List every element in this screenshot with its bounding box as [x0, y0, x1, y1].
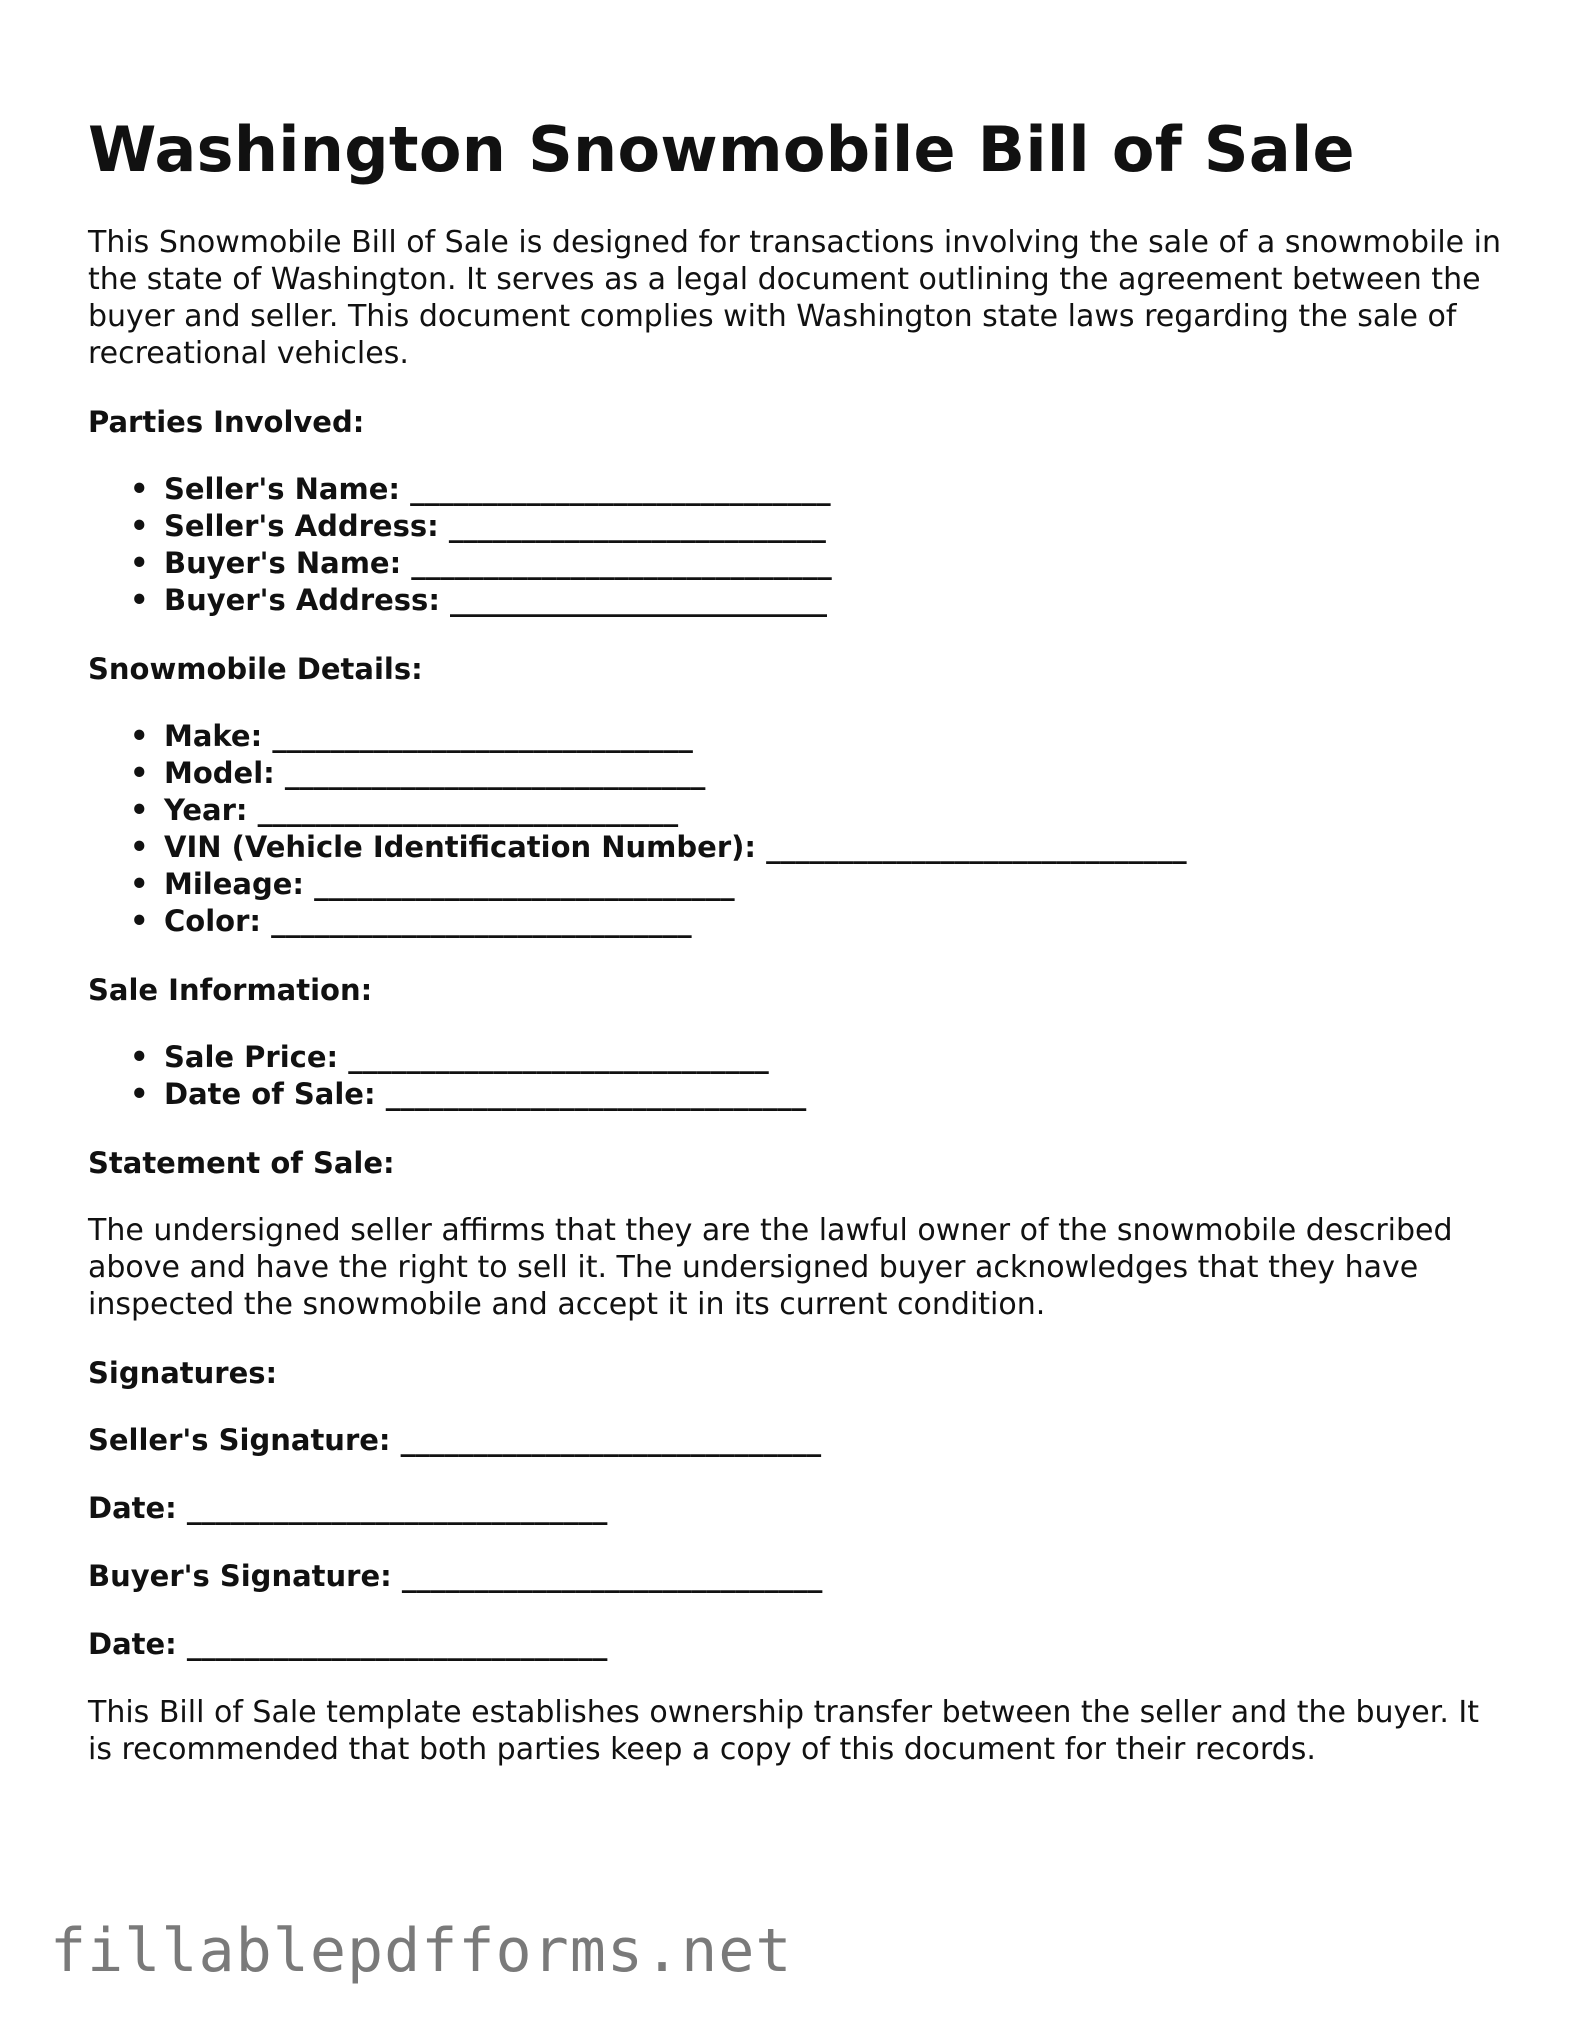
field-label: Year:: [164, 793, 248, 827]
buyer-signature-field[interactable]: [88, 1558, 1508, 1594]
details-heading: Snowmobile Details:: [88, 652, 423, 686]
document-title: Washington Snowmobile Bill of Sale: [88, 113, 1355, 186]
blank-line: _____________________________: [401, 1559, 823, 1593]
blank-line: _____________________________: [272, 719, 693, 753]
field-label: Seller's Signature:: [88, 1423, 391, 1457]
bullet: •: [130, 830, 149, 864]
blank-line: _____________________________: [284, 756, 706, 790]
vin-field[interactable]: [130, 829, 1508, 866]
bullet: •: [130, 1040, 149, 1074]
seller-address-field[interactable]: [130, 508, 1508, 545]
sale-price-field[interactable]: [130, 1039, 1508, 1076]
color-field[interactable]: [130, 903, 1508, 940]
field-label: Model:: [164, 756, 275, 790]
blank-line: _____________________________: [766, 830, 1187, 864]
statement-heading: Statement of Sale:: [88, 1146, 395, 1180]
field-label: Buyer's Name:: [164, 546, 402, 580]
buyer-name-field[interactable]: [130, 545, 1508, 582]
sale-list: [88, 1039, 1508, 1113]
buyer-address-field[interactable]: [130, 582, 1508, 619]
bullet: •: [130, 1077, 149, 1111]
blank-line: _____________________________: [400, 1423, 822, 1457]
statement-paragraph: The undersigned seller affirms that they are the lawful owner of the snowmobile described above and have the right to sell it. The undersigned buyer acknowledges that they have inspected the snowmobile and accept it in its current condition.: [88, 1213, 1453, 1322]
intro-paragraph: This Snowmobile Bill of Sale is designed for transactions involving the sale of a snowmobile in the state of Washington. It serves as a legal document outlining the agreement between the buyer and seller. This document complies with Washington state laws regarding the sale of recreational vehicles.: [88, 225, 1502, 371]
buyer-date-field[interactable]: [88, 1626, 1508, 1662]
seller-name-field[interactable]: [130, 471, 1508, 508]
blank-line: __________________________: [448, 509, 826, 543]
field-label: Date:: [88, 1627, 177, 1661]
model-field[interactable]: [130, 755, 1508, 792]
blank-line: _____________________________: [271, 904, 692, 938]
field-label: Buyer's Signature:: [88, 1559, 392, 1593]
field-label: Sale Price:: [164, 1040, 339, 1074]
parties-list: [88, 471, 1508, 619]
blank-line: __________________________: [450, 583, 828, 617]
details-list: [88, 718, 1508, 940]
mileage-field[interactable]: [130, 866, 1508, 903]
bullet: •: [130, 904, 149, 938]
field-label: Date:: [88, 1491, 177, 1525]
bullet: •: [130, 793, 149, 827]
blank-line: _____________________________: [348, 1040, 769, 1074]
make-field[interactable]: [130, 718, 1508, 755]
field-label: Seller's Address:: [164, 509, 439, 543]
closing-paragraph: This Bill of Sale template establishes ownership transfer between the seller and the buyer. It is recommended that both parties keep a copy of this document for their records.: [88, 1695, 1480, 1767]
blank-line: _____________________________: [186, 1627, 608, 1661]
blank-line: _____________________________: [411, 546, 832, 580]
blank-line: _____________________________: [314, 867, 735, 901]
bullet: •: [130, 583, 149, 617]
sale-heading: Sale Information:: [88, 973, 373, 1007]
field-label: VIN (Vehicle Identification Number):: [164, 830, 756, 864]
bullet: •: [130, 867, 149, 901]
bullet: •: [130, 719, 149, 753]
blank-line: _____________________________: [385, 1077, 807, 1111]
field-label: Make:: [164, 719, 263, 753]
field-label: Seller's Name:: [164, 472, 400, 506]
bullet: •: [130, 546, 149, 580]
field-label: Color:: [164, 904, 261, 938]
bullet: •: [130, 509, 149, 543]
seller-date-field[interactable]: [88, 1490, 1508, 1526]
blank-line: _____________________________: [257, 793, 679, 827]
bullet: •: [130, 756, 149, 790]
year-field[interactable]: [130, 792, 1508, 829]
blank-line: _____________________________: [186, 1491, 608, 1525]
field-label: Mileage:: [164, 867, 305, 901]
signatures-heading: Signatures:: [88, 1356, 278, 1390]
bullet: •: [130, 472, 149, 506]
blank-line: _____________________________: [410, 472, 831, 506]
watermark: fillablepdfforms.net: [50, 1916, 793, 1986]
document-page: [88, 110, 1508, 1768]
field-label: Date of Sale:: [164, 1077, 376, 1111]
seller-signature-field[interactable]: [88, 1422, 1508, 1458]
parties-heading: Parties Involved:: [88, 405, 365, 439]
date-of-sale-field[interactable]: [130, 1076, 1508, 1113]
field-label: Buyer's Address:: [164, 583, 440, 617]
